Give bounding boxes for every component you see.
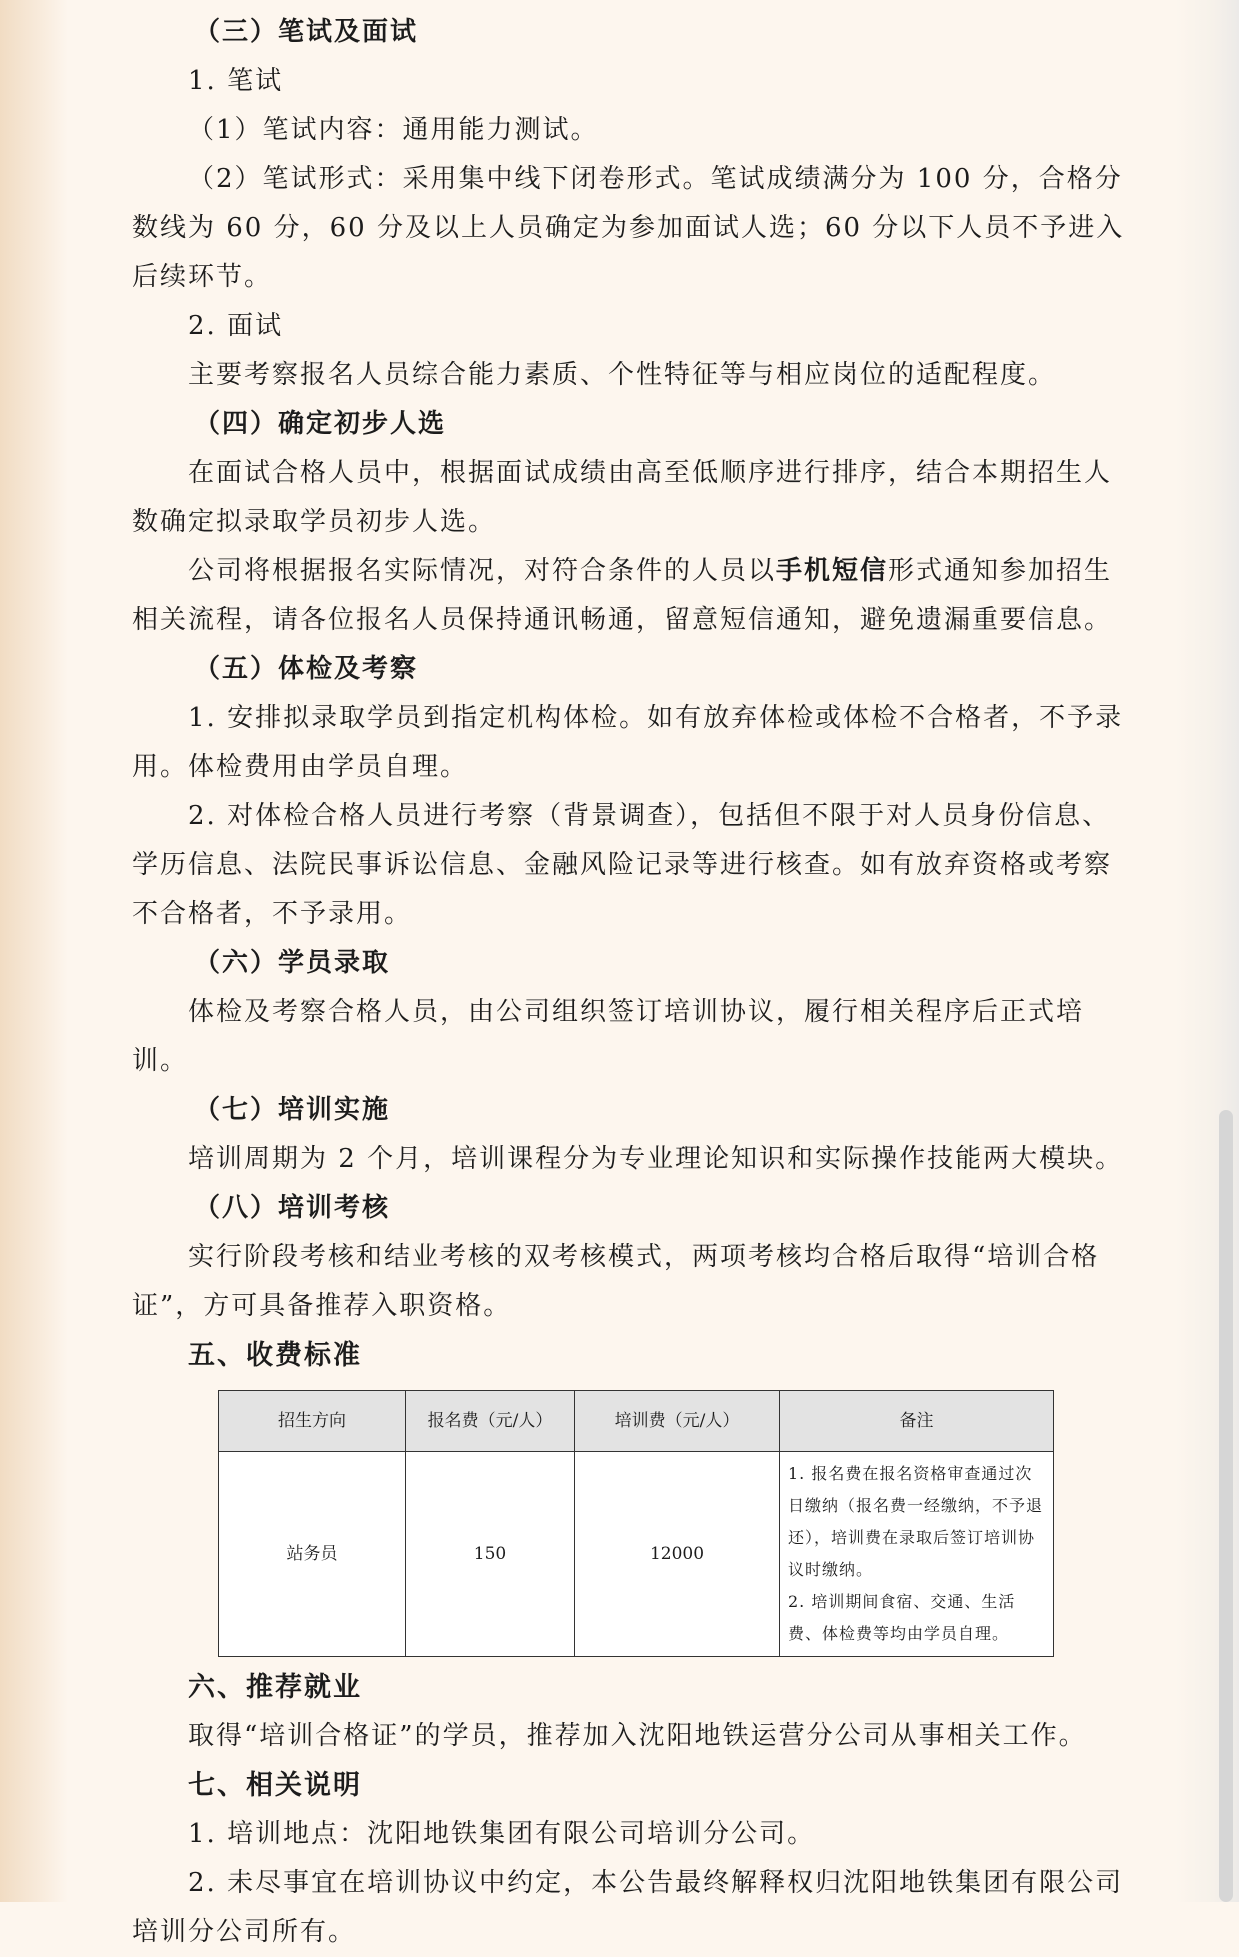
- table-cell: 站务员: [219, 1452, 406, 1657]
- section-heading: （三）笔试及面试: [194, 17, 419, 47]
- scrollbar[interactable]: [1219, 1110, 1233, 1902]
- table-header-row: [219, 1391, 1054, 1452]
- section-heading: 五、收费标准: [188, 1340, 362, 1371]
- written-exam-form: （2）笔试形式：采用集中线下闭卷形式。笔试成绩满分为 100 分，合格分数线为 60 分，60 分及以上人员确定为参加面试人选；60 分以下人员不予进入后续环节。: [132, 164, 1125, 292]
- column-header: 报名费（元/人）: [406, 1391, 575, 1452]
- column-header: 备注: [780, 1391, 1054, 1452]
- section-heading: （七）培训实施: [194, 1095, 391, 1125]
- paragraph: 体检及考察合格人员，由公司组织签订培训协议，履行相关程序后正式培训。: [132, 997, 1085, 1076]
- column-header: 招生方向: [219, 1391, 406, 1452]
- paragraph: 实行阶段考核和结业考核的双考核模式，两项考核均合格后取得“培训合格证”，方可具备推荐入职资格。: [132, 1242, 1100, 1321]
- written-exam-title: 1. 笔试: [188, 66, 284, 96]
- section-heading: （四）确定初步人选: [194, 409, 447, 439]
- section-heading: （六）学员录取: [194, 948, 391, 978]
- table-cell-note: [780, 1452, 1054, 1657]
- note-line: 2. 培训期间食宿、交通、生活费、体检费等均由学员自理。: [788, 1592, 1016, 1643]
- text-span: 公司将根据报名实际情况，对符合条件的人员以: [188, 556, 777, 586]
- table-cell: 150: [406, 1452, 575, 1657]
- interview-text: 主要考察报名人员综合能力素质、个性特征等与相应岗位的适配程度。: [188, 360, 1057, 390]
- table-cell: 12000: [575, 1452, 780, 1657]
- paragraph: 培训周期为 2 个月，培训课程分为专业理论知识和实际操作技能两大模块。: [188, 1144, 1124, 1174]
- paragraph: [132, 547, 1132, 645]
- interview-title: 2. 面试: [188, 311, 284, 341]
- page-edge-shadow-left: [0, 0, 68, 1902]
- paragraph: 2. 对体检合格人员进行考察（背景调查），包括但不限于对人员身份信息、学历信息、法院民事诉讼信息、金融风险记录等进行核查。如有放弃资格或考察不合格者，不予录用。: [132, 801, 1113, 929]
- paragraph: 在面试合格人员中，根据面试成绩由高至低顺序进行排序，结合本期招生人数确定拟录取学员初步人选。: [132, 458, 1113, 537]
- section-heading: 七、相关说明: [188, 1770, 362, 1801]
- section-heading: 六、推荐就业: [188, 1672, 362, 1703]
- table-row: [219, 1452, 1054, 1657]
- section-heading: （八）培训考核: [194, 1193, 391, 1223]
- written-exam-content: （1）笔试内容：通用能力测试。: [188, 115, 599, 145]
- paragraph: 1. 安排拟录取学员到指定机构体检。如有放弃体检或体检不合格者，不予录用。体检费用由学员自理。: [132, 703, 1124, 782]
- text-span: 形式通知参加招生相关流程，请各位报名人员保持通讯畅通，留意短信通知，避免遗漏重要信息。: [132, 556, 1113, 635]
- section-heading: （五）体检及考察: [194, 654, 419, 684]
- paragraph: 2. 未尽事宜在培训协议中约定，本公告最终解释权归沈阳地铁集团有限公司培训分公司所有。: [132, 1868, 1124, 1947]
- paragraph: 取得“培训合格证”的学员，推荐加入沈阳地铁运营分公司从事相关工作。: [188, 1721, 1087, 1751]
- document-page: [132, 8, 1132, 1957]
- emphasis-text: 手机短信: [776, 556, 889, 586]
- paragraph: 1. 培训地点：沈阳地铁集团有限公司培训分公司。: [188, 1819, 816, 1849]
- column-header: 培训费（元/人）: [575, 1391, 780, 1452]
- note-line: 1. 报名费在报名资格审查通过次日缴纳（报名费一经缴纳，不予退还），培训费在录取后签订培训协议时缴纳。: [788, 1464, 1044, 1579]
- fee-table: [218, 1390, 1054, 1657]
